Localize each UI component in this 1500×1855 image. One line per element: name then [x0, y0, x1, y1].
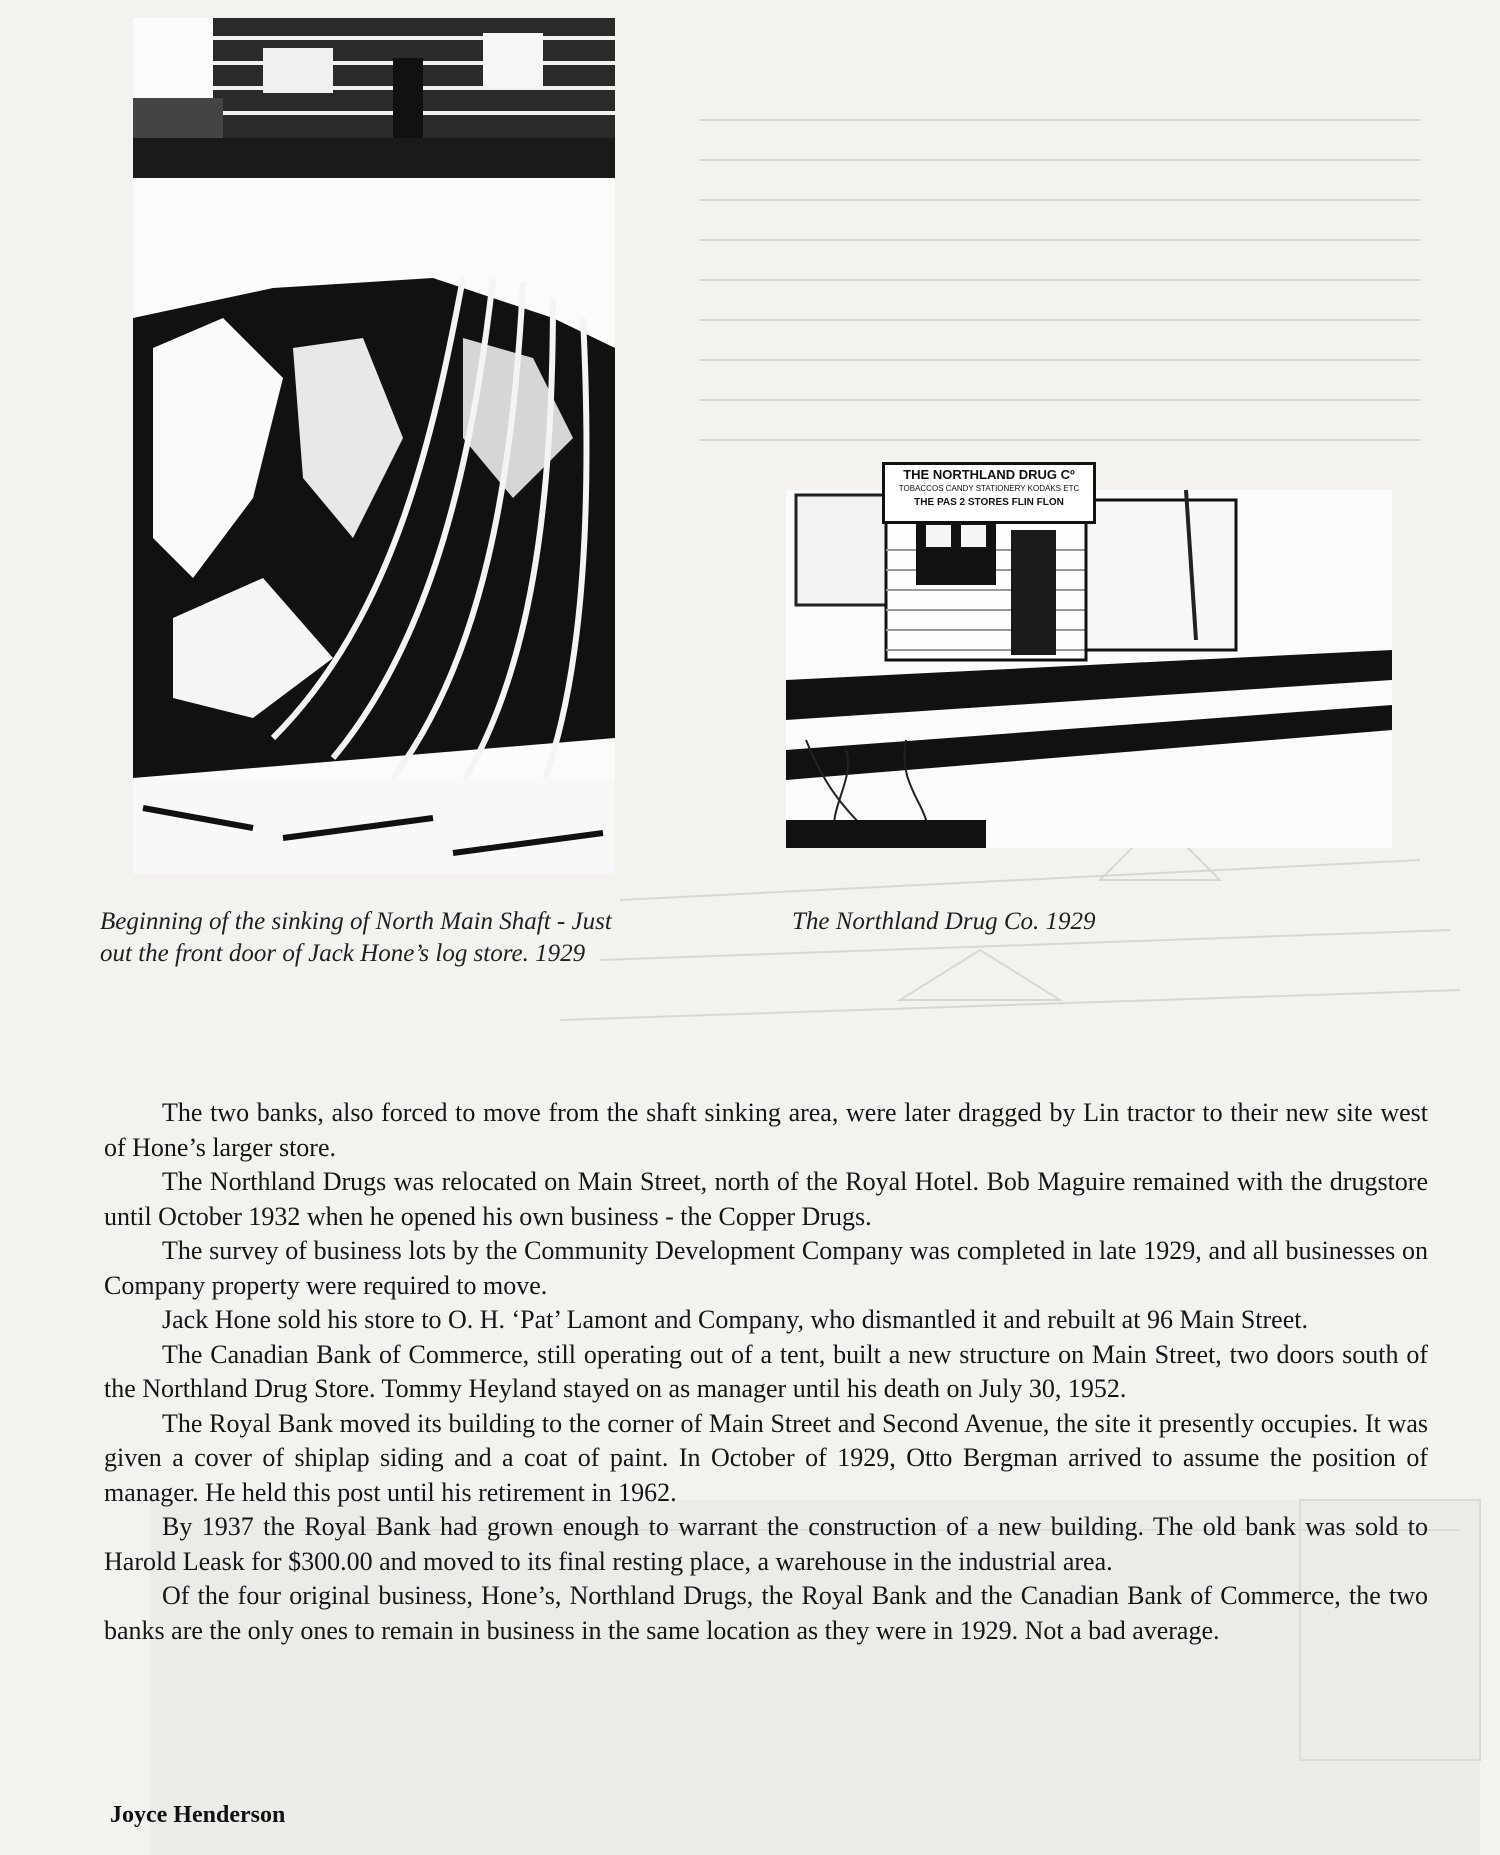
- article-paragraph: Jack Hone sold his store to O. H. ‘Pat’ Lamont and Company, who dismantled it and rebuilt at 96 Main Street.: [162, 1305, 1308, 1334]
- store-sign: [882, 462, 1096, 524]
- article-paragraph: The Northland Drugs was relocated on Main Street, north of the Royal Hotel. Bob Maguire remained with the drugstore until October 1932 when he opened his own business - the Copper Drugs.: [104, 1167, 1428, 1231]
- article-paragraph: The Royal Bank moved its building to the corner of Main Street and Second Avenue, the site it presently occupies. It was given a cover of shiplap siding and a coat of paint. In October of 1929, Otto Bergman arrived to assume the position of manager. He held this post until his retirement in 1962.: [104, 1408, 1428, 1507]
- author-name: Joyce Henderson: [110, 1802, 286, 1828]
- article-body: [104, 1096, 1428, 1648]
- article-paragraph: Of the four original business, Hone’s, Northland Drugs, the Royal Bank and the Canadian Bank of Commerce, the two banks are the only ones to remain in business in the same location as they were in 1929. Not a bad average.: [104, 1581, 1428, 1645]
- article-paragraph: The survey of business lots by the Community Development Company was completed in late 1929, and all businesses on Company property were required to move.: [104, 1236, 1428, 1300]
- shaft-photo: [133, 18, 615, 874]
- store-sign-line-1: THE NORTHLAND DRUG Cº: [903, 467, 1075, 482]
- article-paragraph: By 1937 the Royal Bank had grown enough to warrant the construction of a new building. The old bank was sold to Harold Leask for $300.00 and moved to its final resting place, a warehouse in the industrial area.: [104, 1512, 1428, 1576]
- article-paragraph: The two banks, also forced to move from the shaft sinking area, were later dragged by Lin tractor to their new site west of Hone’s larger store.: [104, 1098, 1428, 1162]
- drug-store-caption: The Northland Drug Co. 1929: [792, 908, 1096, 935]
- shaft-caption: Beginning of the sinking of North Main Shaft - Just out the front door of Jack Hone’s log store. 1929: [100, 908, 612, 967]
- drug-store-illustration: [786, 490, 1392, 848]
- store-sign-line-3: THE PAS 2 STORES FLIN FLON: [914, 497, 1064, 508]
- drug-store-photo: [786, 467, 1392, 848]
- article-paragraph: The Canadian Bank of Commerce, still operating out of a tent, built a new structure on Main Street, two doors south of the Northland Drug Store. Tommy Heyland stayed on as manager until his death on July 30, 1952.: [104, 1339, 1428, 1403]
- mine-shaft-illustration: [133, 18, 615, 874]
- store-sign-line-2: TOBACCOS CANDY STATIONERY KODAKS ETC: [898, 484, 1080, 493]
